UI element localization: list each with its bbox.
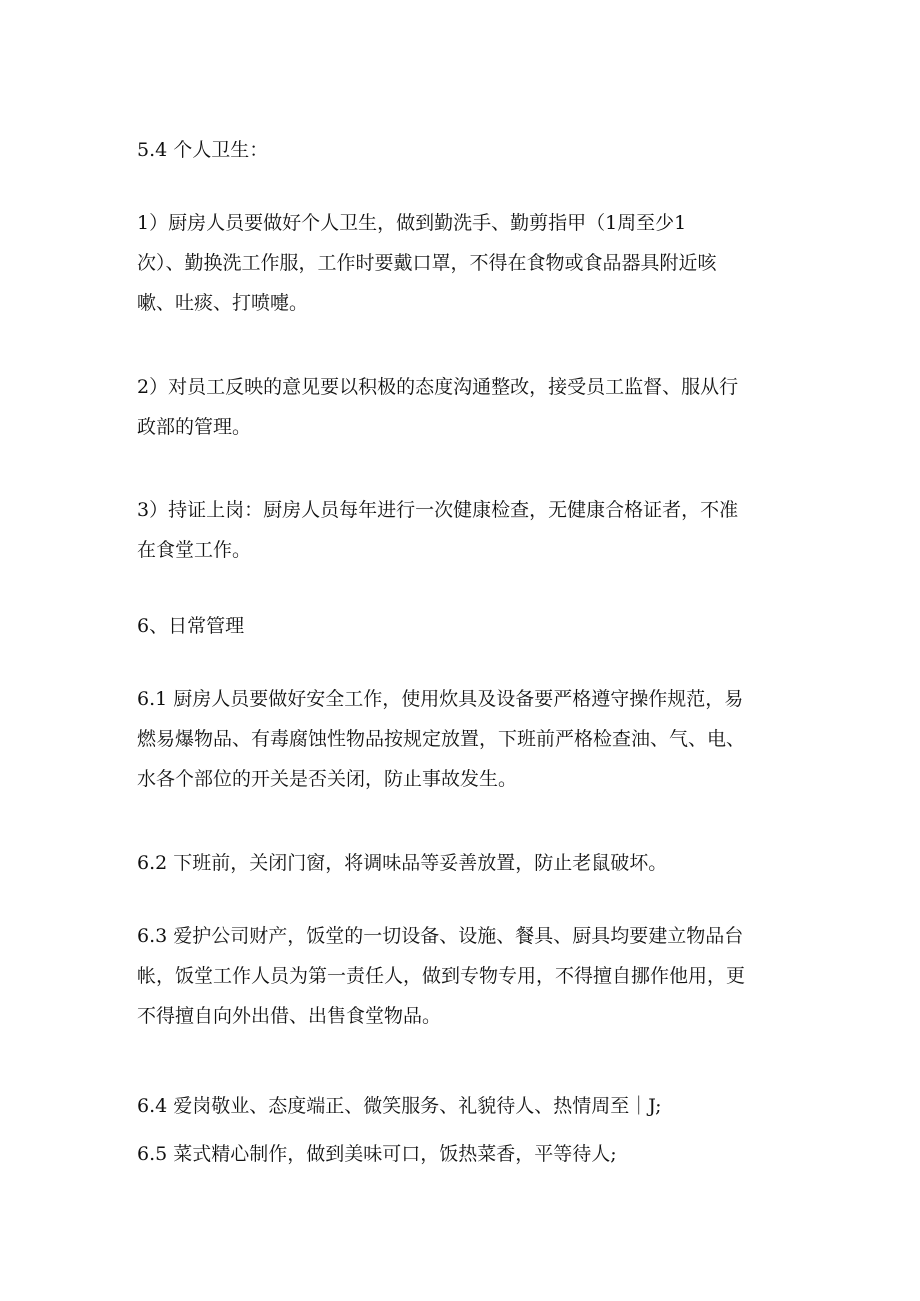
text-line: 政部的管理。 (137, 416, 252, 438)
paragraph-hygiene-1 (137, 203, 797, 323)
paragraph-hygiene-2 (137, 367, 797, 447)
paragraph-6-1 (137, 679, 797, 799)
paragraph-hygiene-3 (137, 490, 797, 570)
heading-daily-management (137, 606, 797, 646)
paragraph-6-4 (137, 1086, 797, 1126)
text-line: 在食堂工作。 (137, 539, 252, 561)
text-line: 6.5 菜式精心制作，做到美味可口，饭热菜香，平等待人; (137, 1143, 617, 1165)
text-line: 燃易爆物品、有毒腐蚀性物品按规定放置，下班前严格检查油、气、电、 (137, 728, 746, 750)
text-line: 6.2 下班前，关闭门窗，将调味品等妥善放置，防止老鼠破坏。 (137, 852, 668, 874)
paragraph-6-5 (137, 1134, 797, 1174)
text-line: 5.4 个人卫生： (137, 139, 269, 161)
heading-personal-hygiene (137, 130, 797, 170)
text-line: 6.4 爱岗敬业、态度端正、微笑服务、礼貌待人、热情周至｜J; (137, 1095, 662, 1117)
paragraph-6-3 (137, 916, 797, 1036)
text-line: 水各个部位的开关是否关闭，防止事故发生。 (137, 768, 518, 790)
text-line: 6.1 厨房人员要做好安全工作，使用炊具及设备要严格遵守操作规范，易 (137, 688, 744, 710)
text-line: 不得擅自向外出借、出售食堂物品。 (137, 1005, 442, 1027)
paragraph-6-2 (137, 843, 797, 883)
text-line: 1）厨房人员要做好个人卫生，做到勤洗手、勤剪指甲（1周至少1 (137, 212, 687, 234)
text-line: 嗽、吐痰、打喷嚏。 (137, 292, 309, 314)
text-line: 6、日常管理 (137, 615, 245, 637)
text-line: 2）对员工反映的意见要以积极的态度沟通整改，接受员工监督、服从行 (137, 376, 739, 398)
text-line: 3）持证上岗：厨房人员每年进行一次健康检查，无健康合格证者，不准 (137, 499, 739, 521)
text-line: 帐，饭堂工作人员为第一责任人，做到专物专用，不得擅自挪作他用，更 (137, 965, 746, 987)
text-line: 6.3 爱护公司财产，饭堂的一切设备、设施、餐具、厨具均要建立物品台 (137, 925, 744, 947)
text-line: 次）、勤换洗工作服，工作时要戴口罩，不得在食物或食品器具附近咳 (137, 252, 717, 274)
